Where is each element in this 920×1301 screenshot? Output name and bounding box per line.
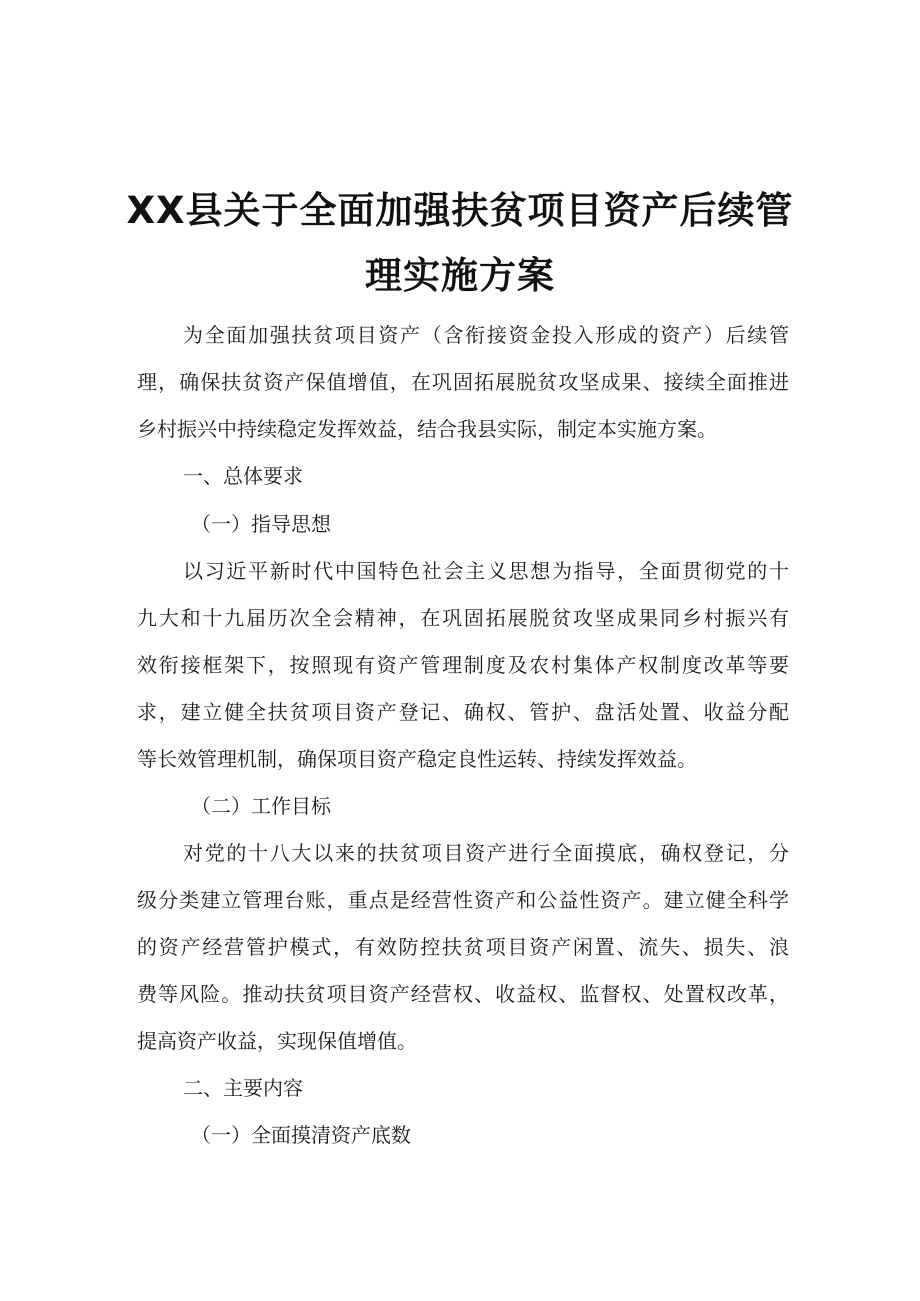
document-title-line-2: 理实施方案 <box>365 254 555 297</box>
paragraph-line: 九大和十九届历次全会精神，在巩固拓展脱贫攻坚成果同乡村振兴有 <box>137 606 789 630</box>
paragraph-line: 为全面加强扶贫项目资产（含衔接资金投入形成的资产）后续管 <box>183 323 789 347</box>
paragraph-line: 的资产经营管护模式，有效防控扶贫项目资产闲置、流失、损失、浪 <box>137 935 789 959</box>
document-title-line-1: XX县关于全面加强扶贫项目资产后续管 <box>126 189 794 232</box>
paragraph-line: 提高资产收益，实现保值增值。 <box>137 1029 417 1053</box>
section-heading: 二、主要内容 <box>183 1076 303 1100</box>
paragraph-line: 求，建立健全扶贫项目资产登记、确权、管护、盘活处置、收益分配 <box>137 700 789 724</box>
subsection-heading: （二）工作目标 <box>191 794 331 818</box>
subsection-heading: （一）全面摸清资产底数 <box>191 1123 411 1147</box>
paragraph-line: 以习近平新时代中国特色社会主义思想为指导，全面贯彻党的十 <box>183 559 789 583</box>
section-heading: 一、总体要求 <box>183 464 303 488</box>
paragraph-line: 理，确保扶贫资产保值增值，在巩固拓展脱贫攻坚成果、接续全面推进 <box>137 370 789 394</box>
paragraph-line: 乡村振兴中持续稳定发挥效益，结合我县实际，制定本实施方案。 <box>137 417 717 441</box>
paragraph-line: 费等风险。推动扶贫项目资产经营权、收益权、监督权、处置权改革， <box>137 982 789 1006</box>
subsection-heading: （一）指导思想 <box>191 512 331 536</box>
paragraph-line: 等长效管理机制，确保项目资产稳定良性运转、持续发挥效益。 <box>137 747 697 771</box>
paragraph-line: 对党的十八大以来的扶贫项目资产进行全面摸底，确权登记，分 <box>183 841 789 865</box>
paragraph-line: 效衔接框架下，按照现有资产管理制度及农村集体产权制度改革等要 <box>137 653 789 677</box>
paragraph-line: 级分类建立管理台账，重点是经营性资产和公益性资产。建立健全科学 <box>137 888 789 912</box>
